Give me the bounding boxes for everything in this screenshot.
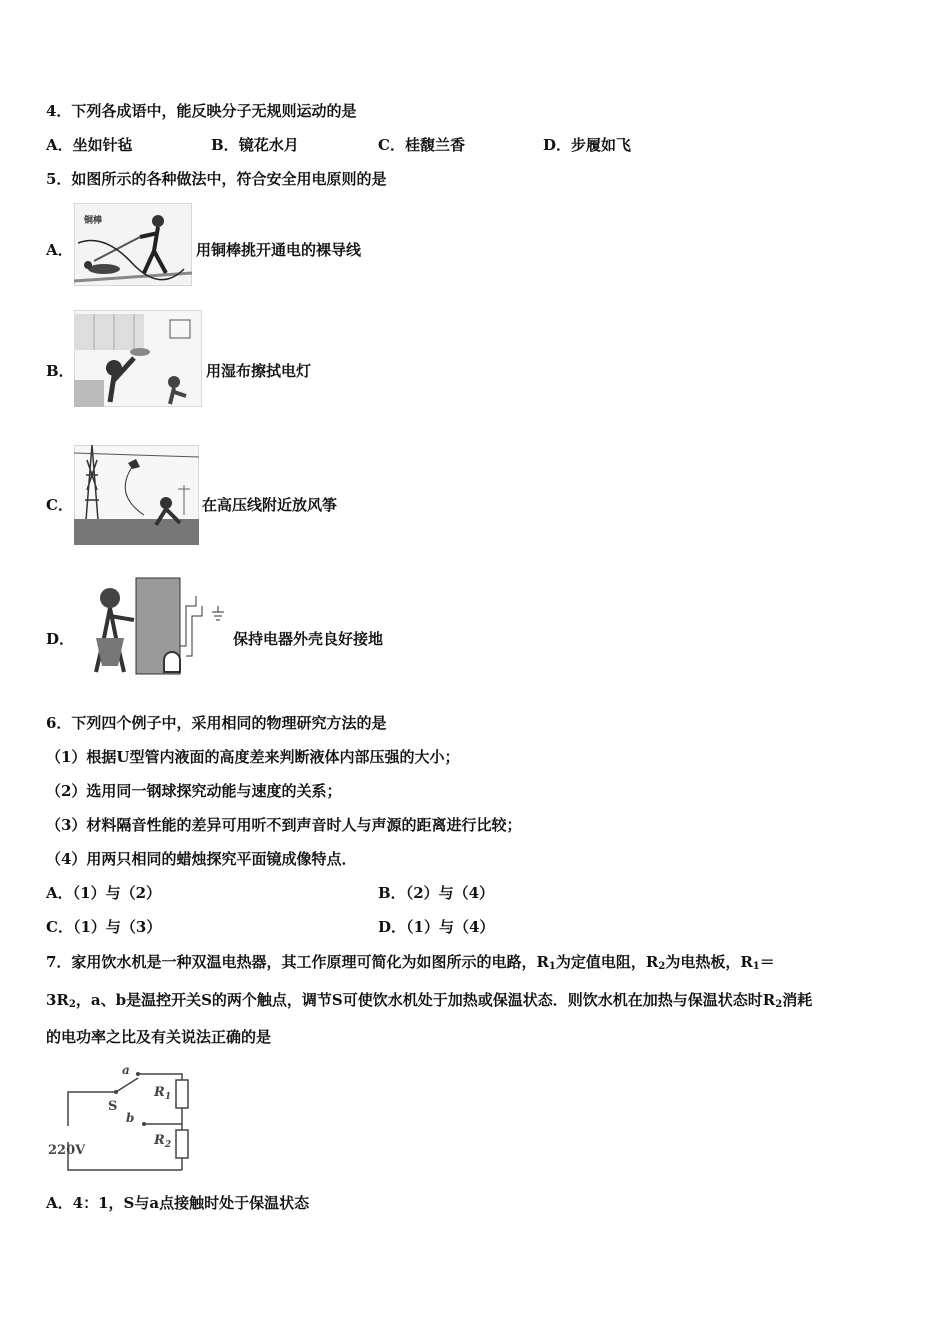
q7-stem-line3: 的电功率之比及有关说法正确的是 <box>46 1028 272 1046</box>
q5-option-a-text: 用铜棒挑开通电的裸导线 <box>196 241 362 259</box>
q6-item-1: （1）根据U型管内液面的高度差来判断液体内部压强的大小； <box>46 748 460 766</box>
copper-rod-caption: 铜棒 <box>84 216 103 226</box>
q6-option-d: D．（1）与（4） <box>378 918 495 936</box>
q5-option-c-text: 在高压线附近放风筝 <box>202 496 338 514</box>
q7-stem-line2: $3R_2$，a、b是温控开关S的两个触点，调节S可使饮水机处于加热或保温状态．则饮水机在加热与保温状态时$R_2$消耗 <box>46 991 813 1010</box>
grounded-appliance-illustration <box>74 576 232 679</box>
kite-high-voltage-illustration <box>74 445 199 545</box>
q6-option-b: B．（2）与（4） <box>378 884 495 902</box>
q4-option-a: A．坐如针毡 <box>46 136 133 154</box>
q4-option-c: C．桂馥兰香 <box>378 136 465 154</box>
q6-item-3: （3）材料隔音性能的差异可用听不到声音时人与声源的距离进行比较； <box>46 816 522 834</box>
q6-item-4: （4）用两只相同的蜡烛探究平面镜成像特点． <box>46 850 357 868</box>
q6-option-a: A．（1）与（2） <box>46 884 162 902</box>
q5-option-b-label: B． <box>46 362 74 380</box>
q4-option-d: D．步履如飞 <box>543 136 632 154</box>
wet-cloth-lamp-illustration <box>74 310 202 407</box>
q5-option-d-label: D． <box>46 630 75 648</box>
contact-a-label: a <box>122 1063 130 1077</box>
r2-label: $R_2$ <box>154 1133 172 1150</box>
q5-stem: 5．如图所示的各种做法中，符合安全用电原则的是 <box>46 170 387 188</box>
q5-option-d-text: 保持电器外壳良好接地 <box>233 630 384 648</box>
contact-b-label: b <box>126 1111 135 1125</box>
q6-option-c: C．（1）与（3） <box>46 918 162 936</box>
switch-s-label: S <box>108 1099 118 1114</box>
q5-option-a-label: A． <box>46 241 73 259</box>
voltage-label: 220V <box>48 1143 86 1158</box>
q7-stem-line1: 7．家用饮水机是一种双温电热器，其工作原理可简化为如图所示的电路，$R_1$为定值电阻，$R_2$为电热板，$R_1=$ <box>46 953 775 972</box>
q6-item-2: （2）选用同一钢球探究动能与速度的关系； <box>46 782 342 800</box>
r1-label: $R_1$ <box>154 1085 172 1102</box>
q6-stem: 6．下列四个例子中，采用相同的物理研究方法的是 <box>46 714 387 732</box>
q5-option-c-label: C． <box>46 496 73 514</box>
q4-option-b: B．镜花水月 <box>211 136 299 154</box>
q7-circuit-diagram <box>46 1062 194 1174</box>
q7-option-a: A．4：1，S与a点接触时处于保温状态 <box>46 1194 310 1212</box>
copper-rod-illustration <box>74 203 192 286</box>
q5-option-b-text: 用湿布擦拭电灯 <box>206 362 312 380</box>
q4-stem: 4．下列各成语中，能反映分子无规则运动的是 <box>46 102 357 120</box>
